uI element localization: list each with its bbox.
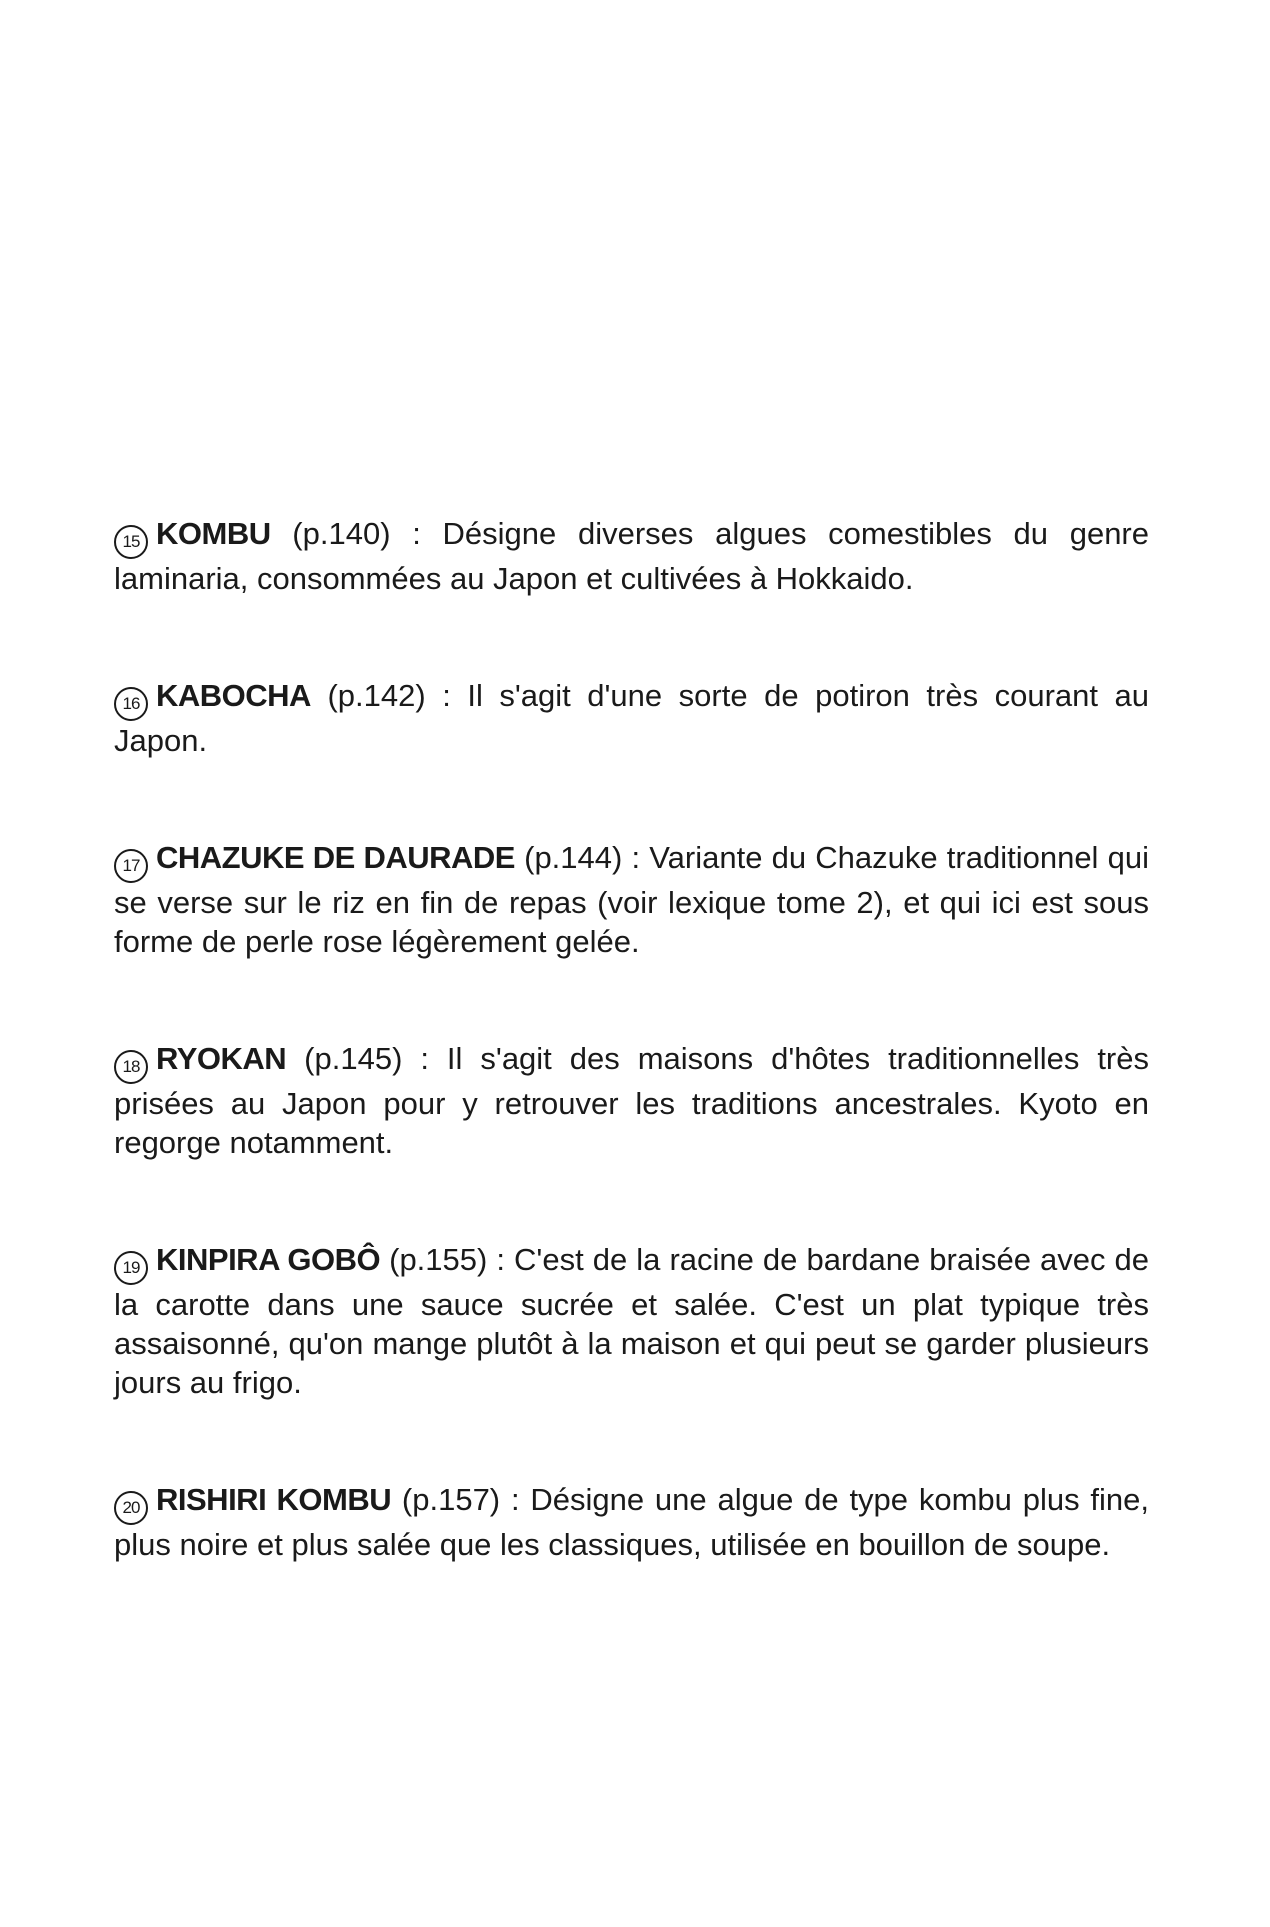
- entry-term: KINPIRA GOBÔ: [156, 1242, 381, 1277]
- entry-number-badge: 18: [114, 1050, 148, 1084]
- entry-number-badge: 20: [114, 1491, 148, 1525]
- entry-term: CHAZUKE DE DAURADE: [156, 840, 515, 875]
- entry-definition: (p.157) : Désigne une algue de type kombu plus fine, plus noire et plus salée que les classiques, utilisée en bouillon de soupe.: [114, 1482, 1149, 1562]
- entry-number-badge: 15: [114, 525, 148, 559]
- entry-number-badge: 19: [114, 1251, 148, 1285]
- entry-number-badge: 16: [114, 687, 148, 721]
- glossary-entry-rishiri-kombu: [114, 1480, 1149, 1564]
- glossary-entry-kabocha: [114, 676, 1149, 760]
- glossary-entry-kinpira-gobo: [114, 1240, 1149, 1402]
- entry-term: KABOCHA: [156, 678, 311, 713]
- glossary-entry-kombu: [114, 514, 1149, 598]
- entry-definition: (p.155) : C'est de la racine de bardane braisée avec de la carotte dans une sauce sucrée et salée. C'est un plat typique très assaisonné, qu'on mange plutôt à la maison et qui peut se garder plusieurs jours au frigo.: [114, 1242, 1149, 1400]
- entry-definition: (p.140) : Désigne diverses algues comestibles du genre laminaria, consommées au Japon et cultivées à Hokkaido.: [114, 516, 1149, 596]
- entry-term: RISHIRI KOMBU: [156, 1482, 392, 1517]
- entry-definition: (p.144) : Variante du Chazuke traditionnel qui se verse sur le riz en fin de repas (voir lexique tome 2), et qui ici est sous forme de perle rose légèrement gelée.: [114, 840, 1149, 959]
- glossary-entry-chazuke: [114, 838, 1149, 961]
- glossary-entry-ryokan: [114, 1039, 1149, 1162]
- entry-term: KOMBU: [156, 516, 271, 551]
- entry-definition: (p.142) : Il s'agit d'une sorte de potiron très courant au Japon.: [114, 678, 1149, 758]
- glossary-list: [114, 514, 1149, 1564]
- entry-term: RYOKAN: [156, 1041, 287, 1076]
- entry-number-badge: 17: [114, 849, 148, 883]
- entry-definition: (p.145) : Il s'agit des maisons d'hôtes traditionnelles très prisées au Japon pour y retrouver les traditions ancestrales. Kyoto en regorge notamment.: [114, 1041, 1149, 1160]
